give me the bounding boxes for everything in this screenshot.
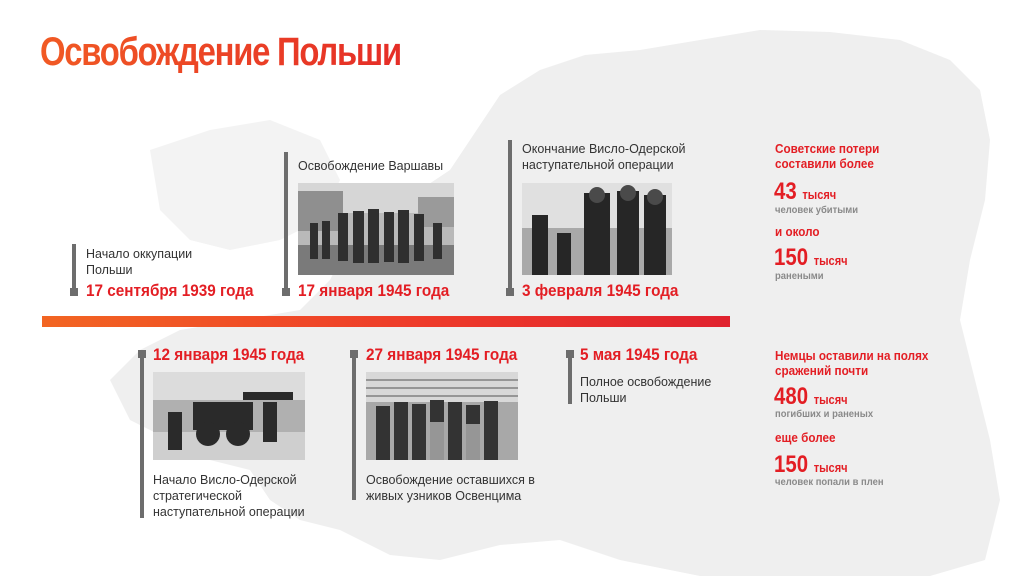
photo-warsaw-liberation: [298, 183, 454, 275]
event-date: 17 января 1945 года: [298, 281, 450, 300]
soviet-losses-heading: [775, 141, 901, 171]
event-caption: Окончание Висло-Одерской наступательной операции: [522, 142, 686, 172]
german-connector: еще более: [775, 430, 836, 445]
soviet-killed-number: [774, 178, 836, 206]
german-dead-unit: тысяч: [813, 392, 848, 407]
soviet-wounded-number: [774, 244, 848, 272]
event-caption: Освобождение оставшихся в живых узников Освенцима: [366, 473, 535, 503]
event-date: 5 мая 1945 года: [580, 345, 698, 364]
event-date: 27 января 1945 года: [366, 345, 518, 364]
soviet-wounded-label: ранеными: [775, 270, 824, 282]
soviet-wounded-value: 150: [774, 244, 809, 271]
german-captured-unit: тысяч: [813, 460, 848, 475]
photo-auschwitz-liberation: [366, 372, 518, 460]
german-dead-number: [774, 383, 848, 411]
event-date: 17 сентября 1939 года: [86, 281, 254, 300]
event-marker-line: [72, 244, 76, 290]
soviet-wounded-unit: тысяч: [813, 253, 848, 268]
photo-vistula-oder-start: [153, 372, 305, 460]
german-dead-label: погибших и раненых: [775, 408, 874, 420]
event-caption: Начало оккупации Польши: [86, 247, 193, 277]
soviet-killed-value: 43: [774, 178, 797, 205]
german-dead-value: 480: [774, 383, 809, 410]
german-captured-label: человек попали в плен: [775, 476, 884, 488]
event-date: 3 февраля 1945 года: [522, 281, 679, 300]
timeline-bar: [42, 316, 730, 327]
german-captured-number: [774, 451, 848, 479]
event-marker-square: [506, 288, 514, 296]
soviet-killed-label: человек убитыми: [775, 204, 859, 216]
event-marker-line: [284, 152, 288, 290]
event-marker-square: [70, 288, 78, 296]
page-title: Освобождение Польши: [40, 30, 401, 74]
event-date: 12 января 1945 года: [153, 345, 305, 364]
event-marker-line: [352, 350, 356, 500]
soviet-connector: и около: [775, 224, 820, 239]
event-marker-line: [140, 350, 144, 518]
event-marker-line: [568, 350, 572, 404]
event-marker-square: [282, 288, 290, 296]
german-losses-heading: [775, 348, 933, 378]
german-captured-value: 150: [774, 451, 809, 478]
german-losses-heading-text: Немцы оставили на полях сражений почти: [775, 348, 929, 378]
photo-vistula-oder-end: [522, 183, 672, 275]
event-caption: Начало Висло-Одерской стратегической наступательной операции: [153, 473, 305, 519]
event-caption: Освобождение Варшавы: [298, 159, 444, 173]
event-caption: Полное освобождение Польши: [580, 375, 712, 405]
soviet-killed-unit: тысяч: [802, 187, 837, 202]
soviet-losses-heading-text: Советские потери составили более: [775, 141, 880, 171]
event-marker-line: [508, 140, 512, 290]
